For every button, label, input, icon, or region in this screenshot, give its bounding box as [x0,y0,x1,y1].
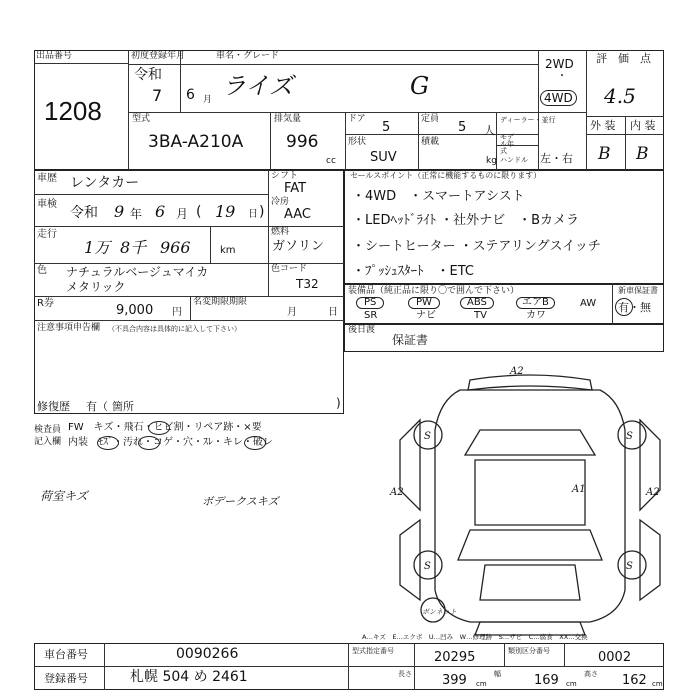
inspection-era: 令和 [70,205,98,221]
capacity: 5 [458,120,467,135]
inspection-month: 6 [155,202,166,221]
reg-value: 札幌 504 め 2461 [130,669,248,685]
diag-mark: ボンネット [422,608,457,616]
width-label: 幅 [494,670,501,678]
shift-value: FAT [284,181,307,196]
equip-sr: SR [364,310,378,321]
type-label: 型式指定番号 [352,647,394,655]
fuel-label: 燃料 [271,227,290,237]
height-label: 高さ [584,670,598,678]
fuel-value: ガソリン [272,239,325,254]
height-value: 162 [622,673,647,688]
drive-dot: ・ [557,71,567,82]
interior-label: 内 装 [630,119,656,132]
score-label: 評 価 点 [596,52,651,65]
score: 4.5 [604,84,636,108]
tax-label: 名変期限期限 [193,297,248,307]
color-value-2: メタリック [66,280,126,294]
handle-label: ハンドル [500,156,528,164]
class-label: 類別区分番号 [508,647,550,655]
persons-unit: 人 [484,124,495,137]
mileage-sen: 8千 [120,238,147,257]
inspection-month-unit: 月 [176,207,189,221]
door-label: ドア [348,114,366,124]
class-value: 0002 [598,650,632,665]
diag-mark: A1 [572,484,586,495]
history-value: レンタカー [70,175,140,191]
body-label: 形状 [348,137,367,147]
color-code-label: 色コード [271,264,308,274]
exterior-label: 外 装 [590,119,616,132]
name-grade-label: 車名・グレード [216,51,280,61]
doors: 5 [382,120,391,135]
selling-line-2: ・LEDﾍｯﾄﾞﾗｲﾄ ・社外ナビ ・Bカメラ [352,213,580,228]
length-label: 長さ [398,670,412,678]
after-label: 後日渡 [348,325,376,335]
circle-mark [138,436,160,450]
history-label: 車歴 [37,173,57,184]
equip-abs: ABS [460,297,494,309]
inspection-paren-close: ) [259,204,265,220]
repair-label: 修復歴 [37,400,70,413]
ac-value: AAC [284,207,311,222]
km-unit: km [220,245,236,256]
drive-4wd[interactable]: 4WD [540,90,577,106]
model-label: 型式 [132,114,151,124]
handle-value: 左・右 [540,152,573,165]
diag-mark: S [424,561,431,572]
notes-label: 注意事項申告欄 [37,323,101,333]
model-year-label: モデル年式 [500,133,514,155]
tax-day: 日 [328,307,338,318]
equip-ps: PS [356,297,384,309]
chassis-label: 車台番号 [44,648,88,661]
selling-line-3: ・シートヒーター ・ステアリングスイッチ [352,239,601,254]
capacity-label: 定員 [421,114,440,124]
inspection-day: 19 [215,202,236,221]
height-cm: cm [652,680,663,688]
lot-label: 出品番号 [36,51,73,61]
diag-mark: A2 [646,487,660,498]
repair-value: 有（ [86,400,108,413]
model-code: 3BA-A210A [148,132,244,152]
width-value: 169 [534,673,559,688]
exterior-grade: B [598,144,611,164]
diag-mark: S [626,431,633,442]
tax-month: 月 [287,307,297,318]
repair-paren-close: ) [336,396,341,410]
selling-title: セールスポイント（正常に機能するものに限ります） [350,171,542,180]
drive-2wd: 2WD [545,57,574,71]
mileage-label: 走行 [37,229,57,240]
color-value-1: ナチュラルベージュマイカ [66,265,209,279]
kg-unit: kg [486,156,497,166]
circle-mark [244,436,266,450]
reg-year: 7 [152,86,163,105]
shift-label: シフト [271,171,299,181]
car-diagram [380,360,680,640]
equip-pw: PW [408,297,440,309]
note-left: 荷室キズ [40,489,88,503]
car-name: ライズ [222,72,294,100]
inspection-year: 9 [114,202,125,221]
recycle-label: R券 [37,298,54,309]
grade: G [410,72,430,100]
manual-label: 新車保証書 [618,286,658,295]
equip-item[interactable] [458,296,504,322]
equip-airbag: エアB [516,297,555,309]
equip-aw: AW [580,298,597,309]
mileage-rest: 966 [160,238,191,257]
inspector-label: 検査員記入欄 [34,425,62,448]
diag-mark: A2 [390,487,404,498]
diag-mark: A2 [510,366,524,377]
equip-item[interactable] [404,296,446,322]
inspection-day-unit: 日 [248,209,258,220]
inspector-line-1: FW キズ・飛石・ヒビ割・リペア跡・×要 [68,422,262,433]
note-mid: ボデークスキズ [202,495,279,508]
mileage-man: 1万 [84,238,111,257]
legend: A…キズ E…エクボ U…凹み W…修理跡 S…サビ C…腐食 XX…交換 [362,633,588,641]
load-label: 積載 [421,137,440,147]
yen-unit: 円 [172,307,182,318]
selling-line-1: ・4WD ・スマートアシスト [352,189,525,204]
type-value: 20295 [434,650,476,665]
length-cm: cm [476,680,487,688]
manual-value: 有・無 [618,301,651,314]
after-value: 保証書 [392,333,429,347]
selling-line-4: ・ﾌﾟｯｼｭｽﾀｰﾄ ・ETC [352,264,474,279]
lot-number: 1208 [44,96,102,126]
diag-mark: S [626,561,633,572]
dealer-label: ディーラー・並行 [500,116,556,124]
width-cm: cm [566,680,577,688]
cc-unit: cc [326,156,336,166]
repair-unit: 箇所 [112,400,134,413]
equipment-title: 装備品（純正品に限り〇で囲んで下さい） [348,286,520,296]
ac-label: 冷房 [271,197,290,207]
inspection-label: 車検 [37,199,57,210]
inspection-year-unit: 年 [130,207,143,221]
color-code: T32 [296,277,319,291]
color-label: 色 [37,265,47,276]
body-type: SUV [370,150,397,165]
equip-leather: カワ [526,310,546,321]
equip-navi: ナビ [416,310,436,321]
length-value: 399 [442,673,467,688]
reg-month-unit: 月 [203,95,213,105]
displacement: 996 [286,132,319,152]
circle-mark [148,421,170,435]
inspection-paren-open: ( [196,204,202,220]
interior-grade: B [636,144,649,164]
reg-month: 6 [186,87,195,103]
manual-circle [615,298,633,316]
equip-tv: TV [474,310,487,321]
chassis-value: 0090266 [176,646,239,662]
displacement-label: 排気量 [274,114,302,124]
recycle-value: 9,000 [116,303,154,318]
circle-mark [97,436,119,450]
reg-label: 登録番号 [44,672,88,685]
first-reg-label: 初度登録年月 [131,51,186,61]
equip-item[interactable] [352,296,394,322]
era: 令和 [134,67,162,83]
notes-sub: （不具合内容は具体的に記入して下さい） [108,325,241,333]
diag-mark: S [424,431,431,442]
inspector-line-2: 内装 ﾓｽﾞ・汚れ・コゲ・穴・ｽﾚ・キレ・破レ [68,437,273,448]
equip-item[interactable] [514,296,560,322]
